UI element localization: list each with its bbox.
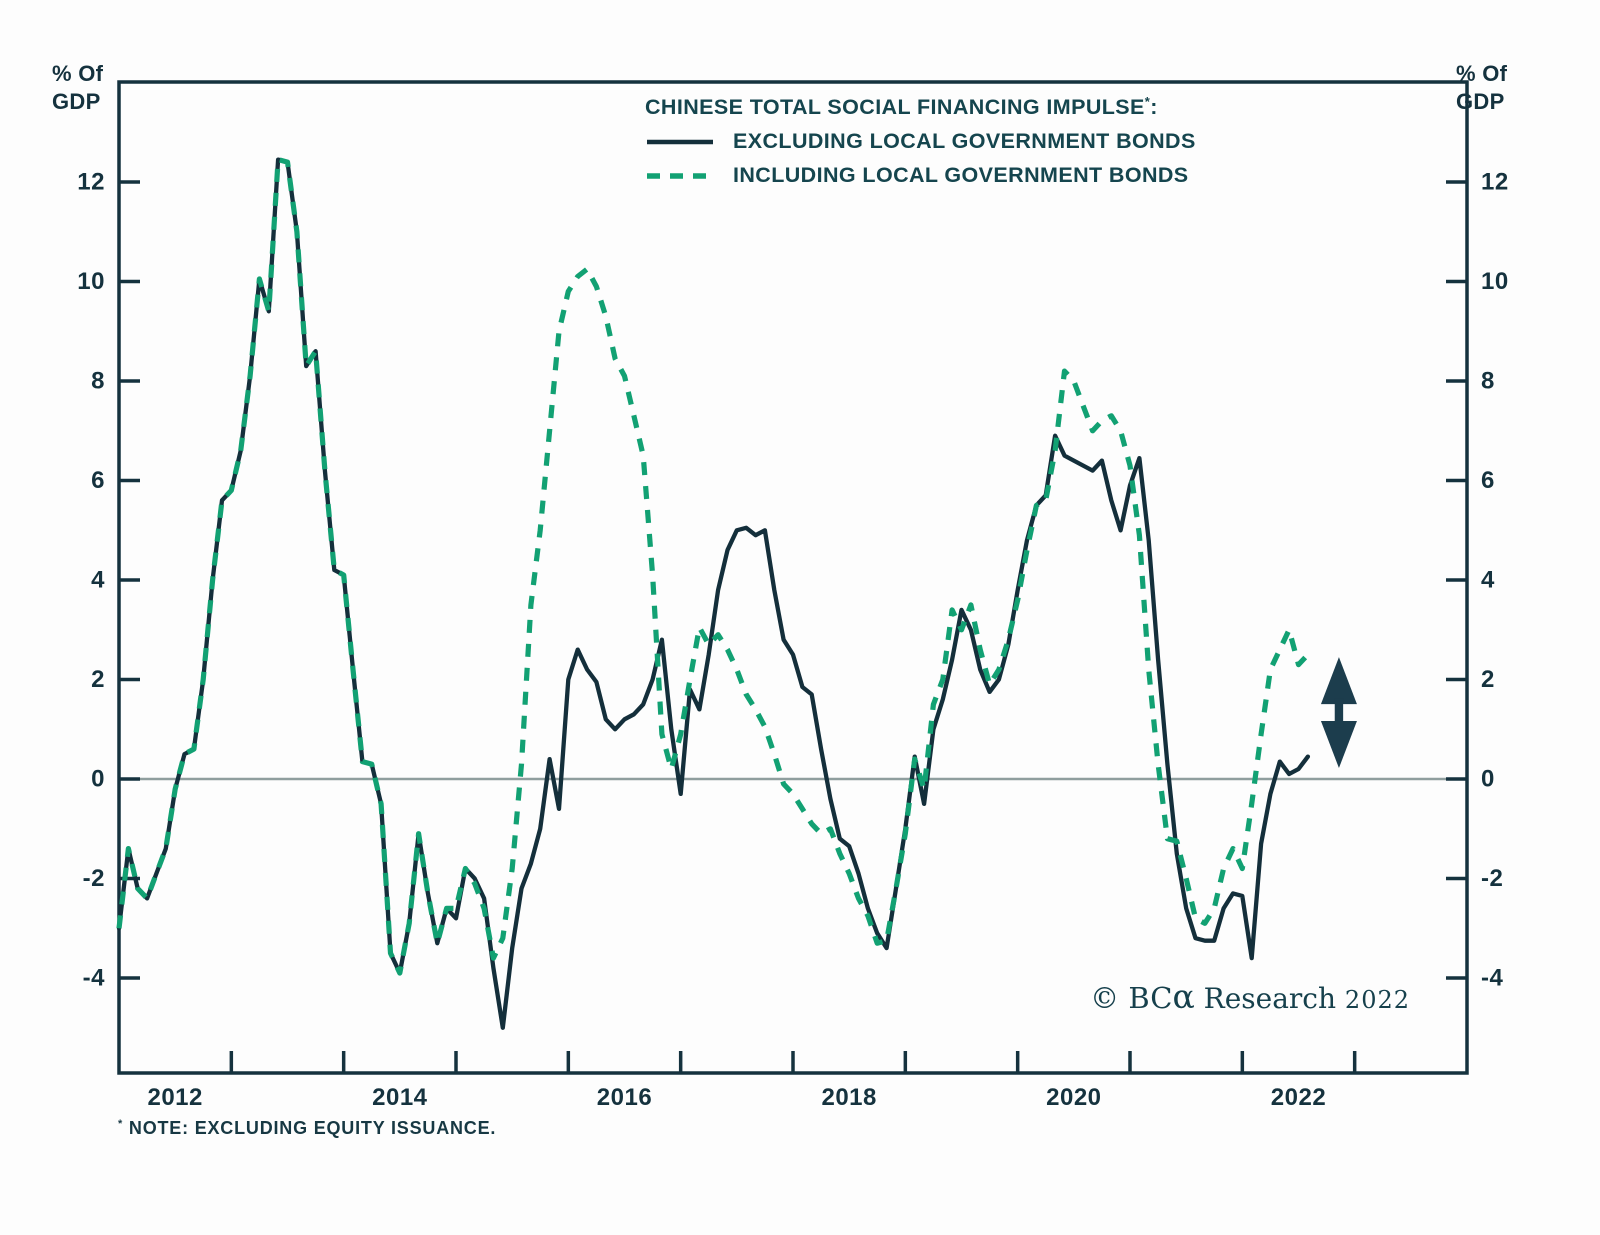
x-tick-label: 2020: [1046, 1084, 1102, 1111]
y-tick-label-left: 2: [91, 666, 105, 693]
series-including-lgb-line: [119, 160, 1308, 973]
y-tick-label-right: -4: [1481, 964, 1504, 992]
chart-title: CHINESE TOTAL SOCIAL FINANCING IMPULSE*:: [645, 94, 1158, 120]
y-axis-unit-right: [1456, 60, 1507, 116]
bca-research-logo: [1040, 977, 1410, 1016]
legend-item-excluding: [645, 129, 1196, 154]
y-tick-label-right: -2: [1481, 865, 1504, 892]
y-tick-label-right: 10: [1481, 268, 1509, 295]
y-axis-unit-left: [52, 60, 103, 116]
copyright-year: 2022: [1344, 986, 1410, 1014]
y-tick-label-left: 0: [91, 765, 105, 793]
y-axis-unit-left-line1: % Of: [52, 61, 104, 86]
y-tick-label-left: 4: [91, 566, 105, 594]
arrow-shaft: [1335, 698, 1343, 727]
y-tick-label-left: -4: [82, 964, 105, 992]
y-tick-label-left: 8: [91, 367, 105, 395]
footnote-marker: *: [118, 1118, 124, 1130]
legend-item-including: [645, 163, 1196, 188]
y-tick-label-right: 0: [1481, 765, 1495, 793]
title-footnote-marker: *: [1144, 94, 1151, 109]
plot-border: [119, 82, 1467, 1073]
arrow-head-down: [1321, 721, 1357, 768]
copyright-name: Research: [1194, 982, 1345, 1015]
y-axis-unit-right-line1: % Of: [1456, 61, 1508, 86]
footnote-text: NOTE: EXCLUDING EQUITY ISSUANCE.: [123, 1118, 497, 1138]
legend: [645, 94, 1196, 188]
y-tick-label-left: 6: [91, 467, 105, 494]
y-tick-label-right: 2: [1481, 666, 1495, 693]
x-tick-label: 2022: [1270, 1084, 1327, 1111]
y-tick-label-left: -2: [82, 865, 105, 892]
y-axis-unit-left-line2: GDP: [52, 89, 101, 114]
y-tick-label-left: 12: [77, 168, 105, 196]
series-excluding-lgb-line: [119, 160, 1308, 1028]
solid-line-sample-icon: [647, 138, 713, 146]
footnote: [118, 1118, 496, 1139]
y-tick-label-right: 6: [1481, 467, 1495, 494]
copyright-prefix: © BC: [1090, 981, 1173, 1015]
dashed-line-sample-icon: [647, 172, 713, 180]
copyright-alpha-glyph: α: [1172, 977, 1195, 1016]
arrow-head-up: [1321, 657, 1357, 704]
legend-label-excluding: EXCLUDING LOCAL GOVERNMENT BONDS: [733, 129, 1196, 154]
x-tick-label: 2012: [147, 1084, 203, 1111]
y-tick-label-left: 10: [77, 268, 105, 295]
x-tick-label: 2016: [596, 1084, 653, 1111]
y-tick-label-right: 4: [1481, 566, 1495, 594]
legend-label-including: INCLUDING LOCAL GOVERNMENT BONDS: [733, 163, 1189, 188]
x-tick-label: 2014: [372, 1084, 428, 1111]
y-tick-label-right: 8: [1481, 367, 1495, 395]
y-axis-unit-right-line2: GDP: [1456, 89, 1505, 114]
y-tick-label-right: 12: [1481, 168, 1509, 196]
x-tick-label: 2018: [821, 1084, 877, 1111]
